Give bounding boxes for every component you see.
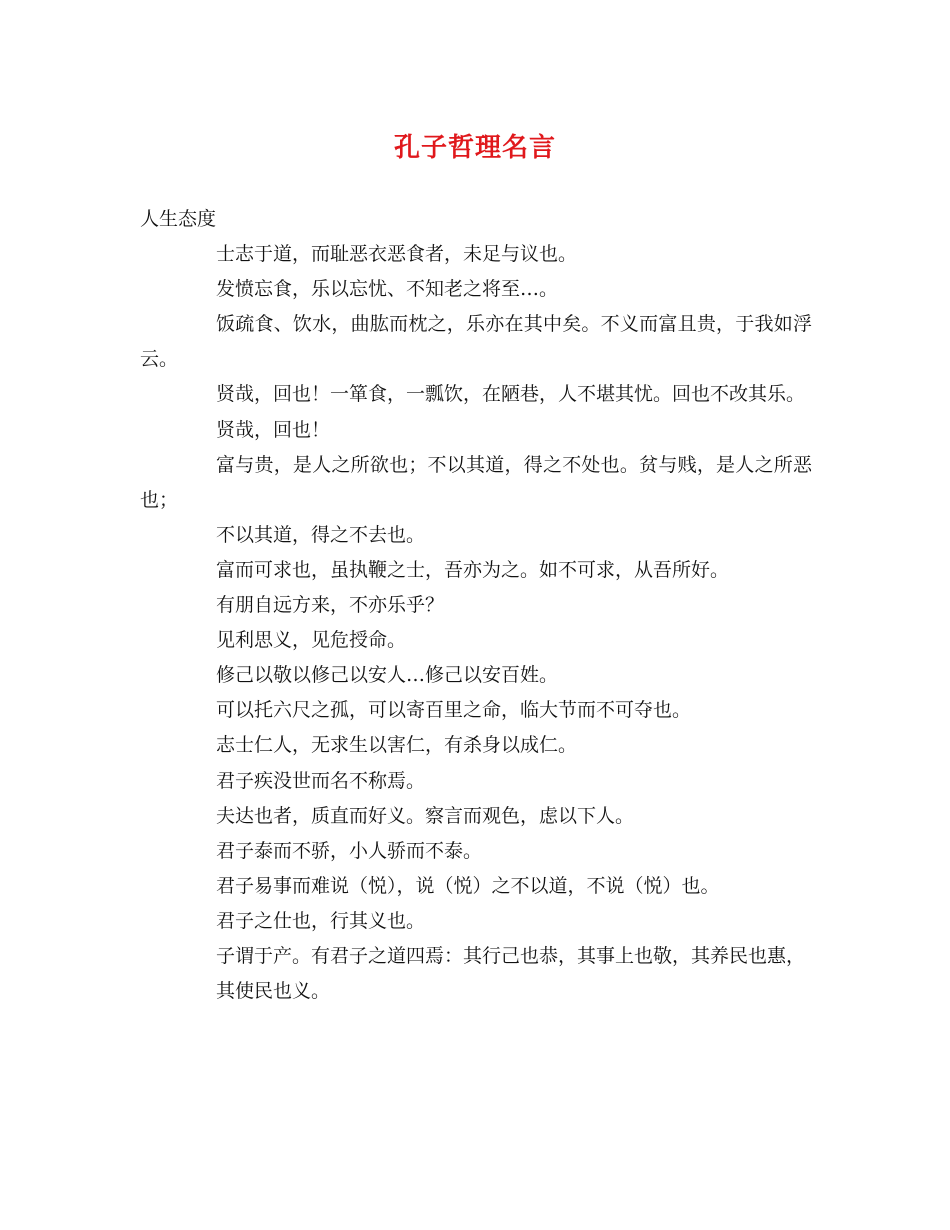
paragraph: 可以托六尺之孤，可以寄百里之命，临大节而不可夺也。 — [216, 699, 692, 722]
paragraph: 贤哉，回也！一箪食，一瓢饮，在陋巷，人不堪其忧。回也不改其乐。 — [216, 383, 806, 406]
paragraph: 富与贵，是人之所欲也；不以其道，得之不处也。贫与贱，是人之所恶也； — [140, 453, 812, 511]
document-title: 孔子哲理名言 — [393, 133, 556, 163]
paragraph: 修己以敬以修己以安人…修己以安百姓。 — [216, 664, 559, 687]
paragraph: 其使民也义。 — [216, 980, 331, 1003]
paragraph: 有朋自远方来，不亦乐乎？ — [216, 594, 445, 617]
paragraph: 君子疾没世而名不称焉。 — [216, 769, 426, 792]
paragraph: 君子之仕也，行其义也。 — [216, 909, 426, 932]
paragraph: 子谓于产。有君子之道四焉：其行己也恭，其事上也敬，其养民也惠， — [216, 944, 806, 967]
paragraph: 富而可求也，虽执鞭之士，吾亦为之。如不可求，从吾所好。 — [216, 558, 730, 581]
paragraph: 君子易事而难说（悦），说（悦）之不以道，不说（悦）也。 — [216, 874, 720, 897]
paragraph: 夫达也者，质直而好义。察言而观色，虑以下人。 — [216, 804, 635, 827]
section-heading: 人生态度 — [140, 208, 217, 230]
paragraph: 贤哉，回也！ — [216, 418, 331, 441]
paragraph: 饭疏食、饮水，曲肱而枕之，乐亦在其中矣。不义而富且贵，于我如浮云。 — [140, 313, 812, 371]
paragraph: 发愤忘食，乐以忘忧、不知老之将至…。 — [216, 278, 559, 301]
document-body — [140, 202, 812, 1009]
paragraph: 志士仁人，无求生以害仁，有杀身以成仁。 — [216, 734, 578, 757]
paragraph: 士志于道，而耻恶衣恶食者，未足与议也。 — [216, 243, 578, 266]
paragraph: 君子泰而不骄，小人骄而不泰。 — [216, 839, 483, 862]
paragraph: 不以其道，得之不去也。 — [216, 523, 426, 546]
paragraph: 见利思义，见危授命。 — [216, 629, 407, 652]
